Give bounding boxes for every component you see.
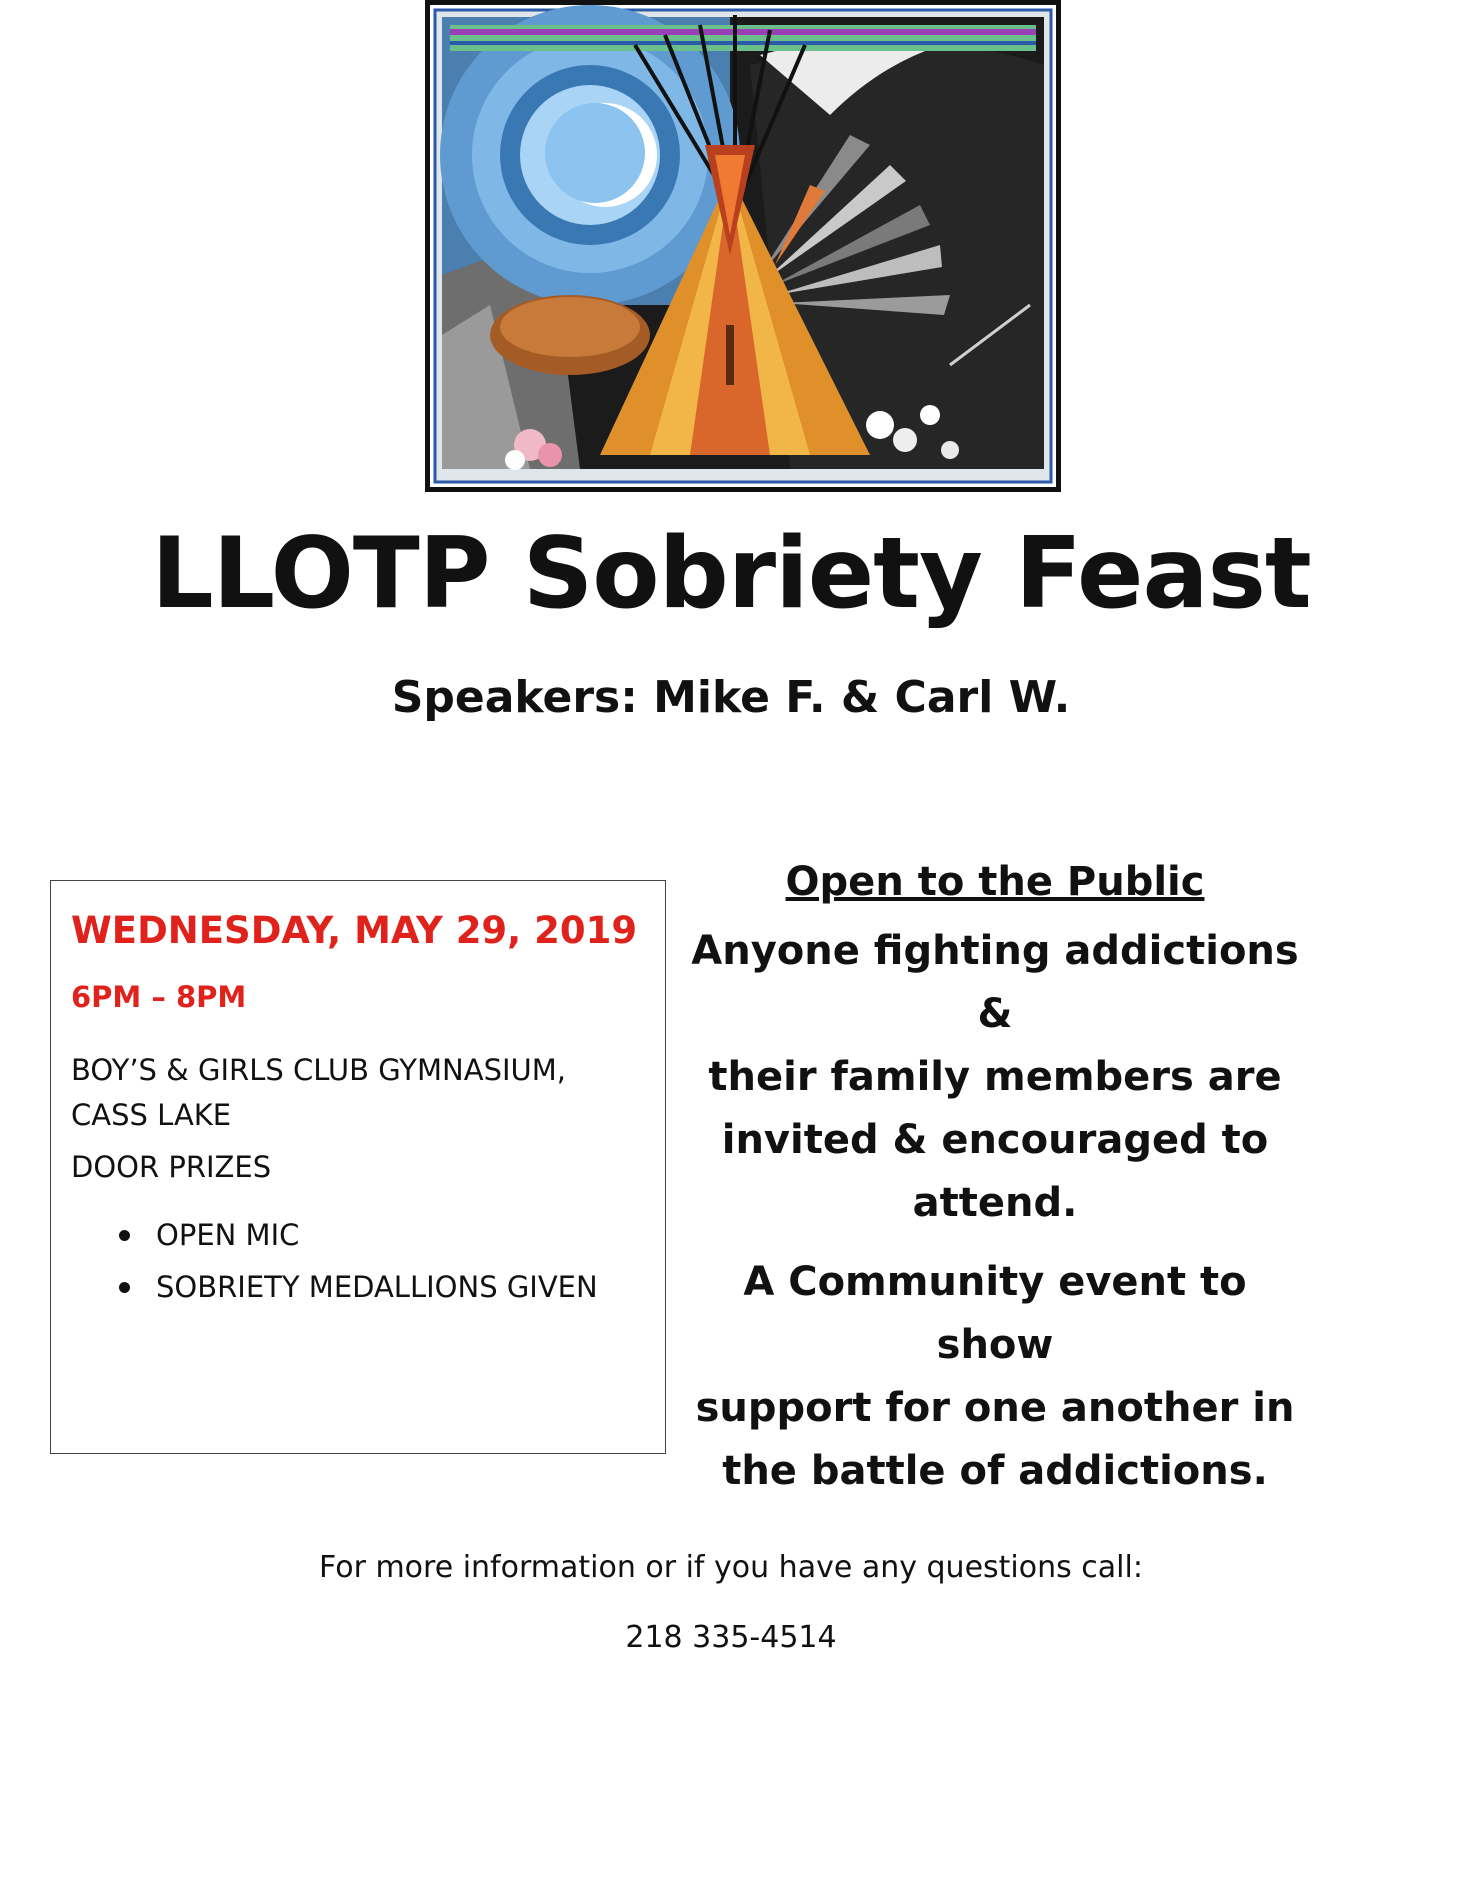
open-to-public-heading: Open to the Public — [785, 859, 1205, 905]
event-date: WEDNESDAY, MAY 29, 2019 — [71, 909, 638, 952]
contact-phone: 218 335-4514 — [625, 1620, 837, 1655]
community-line: the battle of addictions. — [722, 1448, 1268, 1494]
invitation-line: attend. — [912, 1180, 1078, 1226]
event-details-box — [50, 880, 666, 1454]
speakers-line: Speakers: Mike F. & Carl W. — [391, 672, 1071, 723]
invitation-paragraph — [680, 920, 1310, 1235]
event-title: LLOTP Sobriety Feast — [151, 517, 1311, 631]
venue-line-2: CASS LAKE — [71, 1098, 232, 1132]
community-line: support for one another in — [695, 1385, 1295, 1431]
community-line: A Community event to show — [743, 1259, 1247, 1368]
list-item — [71, 1209, 647, 1261]
feature-list — [71, 1209, 647, 1313]
list-item-label: OPEN MIC — [156, 1218, 300, 1252]
contact-info-text: For more information or if you have any questions call: — [319, 1550, 1143, 1585]
venue-line-1: BOY’S & GIRLS CLUB GYMNASIUM, — [71, 1053, 566, 1087]
bullet-icon — [119, 1282, 130, 1293]
list-item — [71, 1261, 647, 1313]
invitation-line: Anyone fighting addictions & — [691, 928, 1299, 1037]
list-item-label: SOBRIETY MEDALLIONS GIVEN — [156, 1270, 598, 1304]
invitation-line: invited & encouraged to — [721, 1117, 1269, 1163]
community-paragraph — [680, 1251, 1310, 1503]
event-venue — [71, 1045, 647, 1135]
invitation-line: their family members are — [708, 1054, 1282, 1100]
public-info — [680, 854, 1310, 1519]
artwork-illustration — [430, 5, 1056, 487]
event-artwork — [425, 0, 1061, 492]
door-prizes: DOOR PRIZES — [71, 1150, 272, 1184]
bullet-icon — [119, 1230, 130, 1241]
event-time: 6PM – 8PM — [71, 980, 247, 1014]
